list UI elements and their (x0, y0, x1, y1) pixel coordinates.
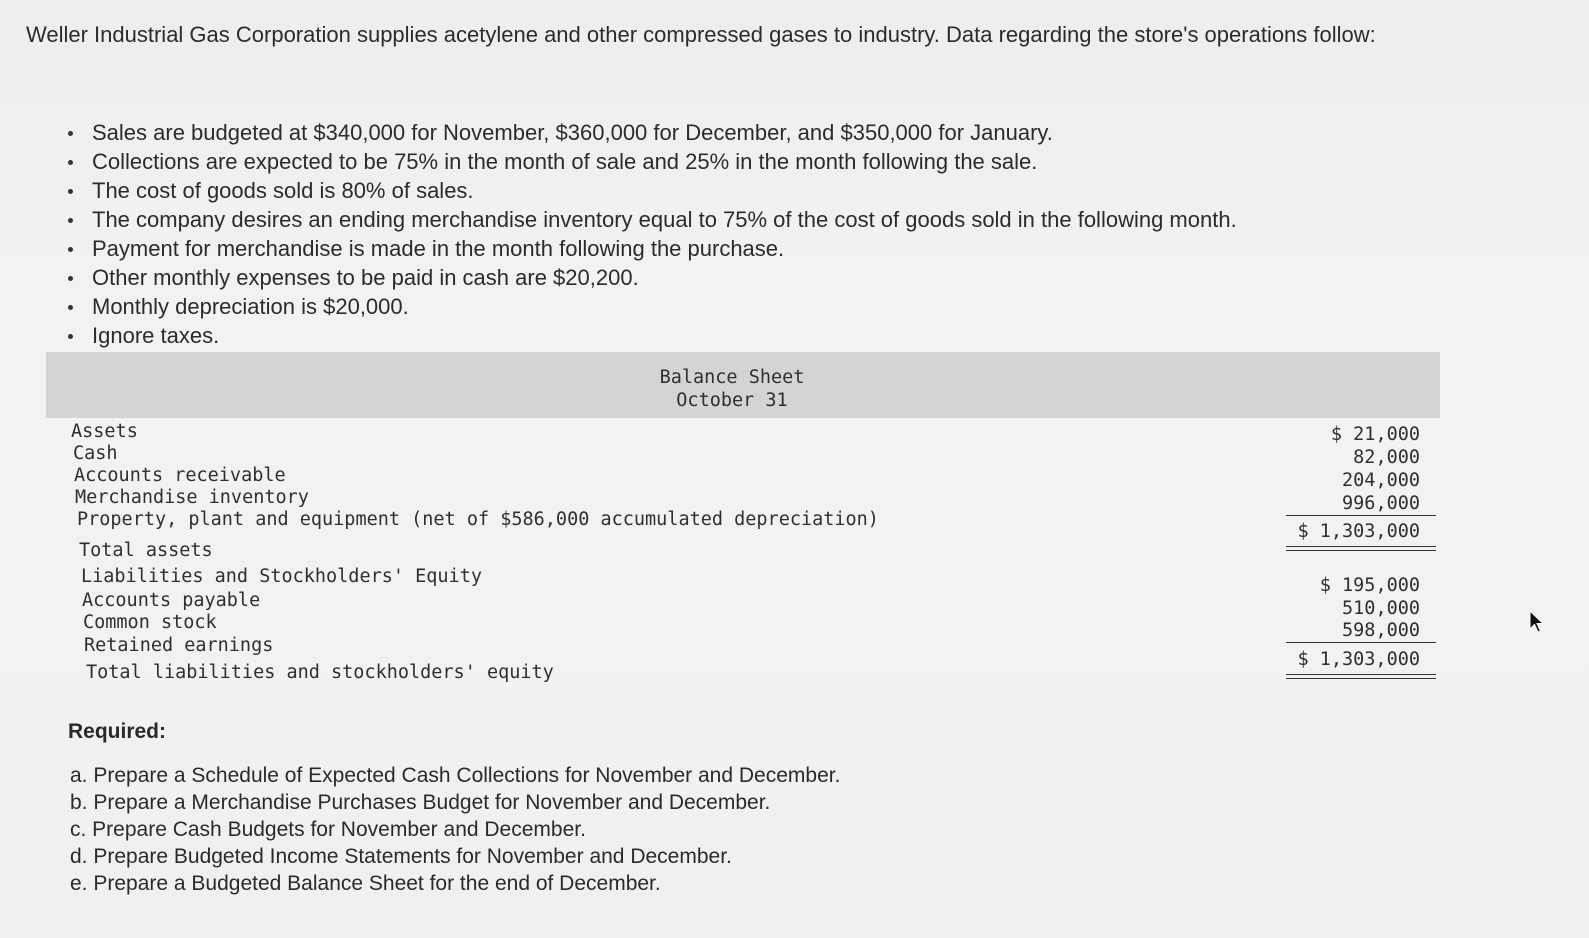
asset-amount-merchandise-inventory: 204,000 (1342, 470, 1420, 491)
required-item: e. Prepare a Budgeted Balance Sheet for the end of December. (70, 872, 661, 895)
asset-label-cash: Cash (73, 443, 118, 464)
required-heading: Required: (68, 720, 167, 743)
liability-label-accounts-payable: Accounts payable (82, 590, 261, 611)
assets-heading: Assets (71, 421, 138, 442)
required-item: a. Prepare a Schedule of Expected Cash Collections for November and December. (70, 764, 841, 787)
balance-sheet-title: Balance Sheet (659, 367, 805, 388)
bullet-item: Monthly depreciation is $20,000. (62, 292, 1382, 321)
problem-intro: Weller Industrial Gas Corporation supplies acetylene and other compressed gases to industry. Data regarding the store's operations follow: (26, 22, 1376, 47)
liabilities-heading: Liabilities and Stockholders' Equity (81, 566, 482, 587)
asset-label-ppe: Property, plant and equipment (net of $586,000 accumulated depreciation) (77, 509, 879, 530)
balance-sheet-header (46, 352, 1440, 418)
required-list (70, 762, 840, 897)
mouse-pointer-icon (1528, 610, 1546, 634)
total-assets-amount: $ 1,303,000 (1297, 521, 1420, 542)
total-double-rule (1286, 674, 1436, 679)
liability-amount-accounts-payable: $ 195,000 (1319, 575, 1420, 596)
asset-amount-accounts-receivable: 82,000 (1353, 447, 1420, 468)
asset-label-accounts-receivable: Accounts receivable (74, 465, 286, 486)
asset-amount-ppe: 996,000 (1342, 493, 1420, 514)
bullet-item: Sales are budgeted at $340,000 for November, $360,000 for December, and $350,000 for January. (62, 118, 1382, 147)
required-item: d. Prepare Budgeted Income Statements for November and December. (70, 845, 732, 868)
bullet-item: Collections are expected to be 75% in the month of sale and 25% in the month following the sale. (62, 147, 1382, 176)
equity-label-common-stock: Common stock (83, 612, 217, 633)
bullet-item: Payment for merchandise is made in the month following the purchase. (62, 234, 1382, 263)
operations-data-list (62, 118, 1382, 350)
subtotal-rule (1286, 642, 1436, 643)
equity-label-retained-earnings: Retained earnings (84, 635, 274, 656)
equity-amount-common-stock: 510,000 (1342, 598, 1420, 619)
asset-amount-cash: $ 21,000 (1330, 424, 1420, 445)
bullet-item: Ignore taxes. (62, 321, 1382, 350)
total-assets-label: Total assets (79, 540, 213, 561)
total-double-rule (1286, 546, 1436, 551)
bullet-item: The cost of goods sold is 80% of sales. (62, 176, 1382, 205)
asset-label-merchandise-inventory: Merchandise inventory (75, 487, 309, 508)
equity-amount-retained-earnings: 598,000 (1342, 620, 1420, 641)
total-liabilities-amount: $ 1,303,000 (1297, 649, 1420, 670)
bullet-item: The company desires an ending merchandise inventory equal to 75% of the cost of goods sold in the following month. (62, 205, 1382, 234)
balance-sheet (46, 352, 1440, 692)
total-liabilities-label: Total liabilities and stockholders' equity (86, 662, 554, 683)
subtotal-rule (1286, 515, 1436, 516)
balance-sheet-date: October 31 (676, 390, 788, 411)
required-item: b. Prepare a Merchandise Purchases Budget for November and December. (70, 791, 771, 814)
required-item: c. Prepare Cash Budgets for November and December. (70, 818, 586, 841)
bullet-item: Other monthly expenses to be paid in cash are $20,200. (62, 263, 1382, 292)
